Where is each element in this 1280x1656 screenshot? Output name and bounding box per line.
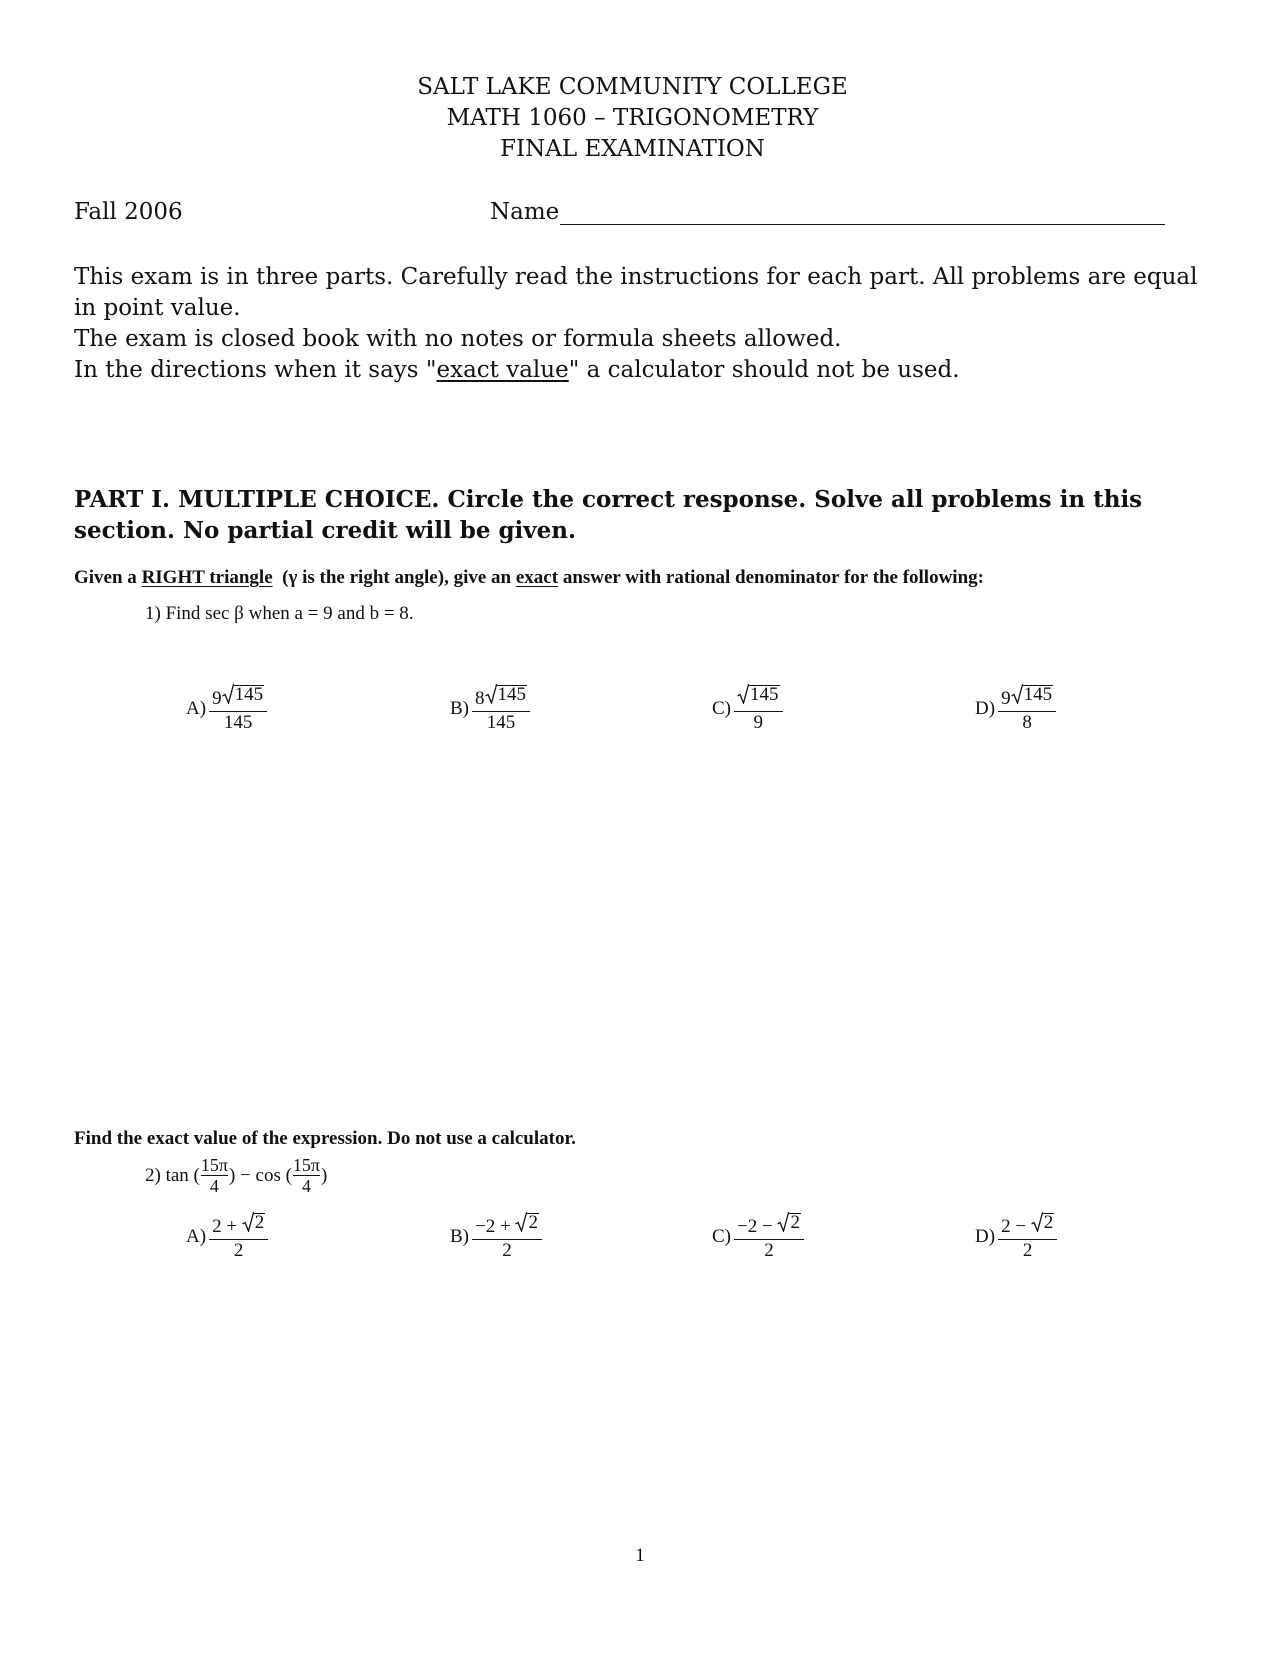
option-fraction	[734, 1212, 804, 1262]
fraction-numerator	[209, 684, 267, 711]
numerator-term: 2 −	[1001, 1216, 1031, 1237]
answer-option-b[interactable]	[450, 684, 530, 734]
answer-option-c[interactable]	[712, 684, 783, 734]
fraction-denominator: 8	[998, 711, 1056, 734]
fraction-numerator	[734, 684, 783, 711]
radicand: 145	[1023, 684, 1053, 705]
coefficient: 8	[475, 688, 485, 709]
numerator-term: 2 +	[212, 1216, 242, 1237]
name-blank-line[interactable]	[560, 202, 1165, 225]
fraction-numerator	[209, 1212, 268, 1239]
radical-sign-icon	[777, 1212, 789, 1232]
option-label: B)	[450, 1226, 469, 1247]
directions-text: (γ is the right angle), give an	[272, 567, 516, 588]
answer-option-d[interactable]	[975, 1212, 1057, 1262]
exam-header	[0, 72, 1265, 165]
radical-sign-icon	[485, 684, 497, 704]
numerator-term: −2 +	[475, 1216, 516, 1237]
answer-option-b[interactable]	[450, 1212, 542, 1262]
coefficient: 9	[212, 688, 222, 709]
fraction-denominator: 9	[734, 711, 783, 734]
instruction-line: The exam is closed book with no notes or formula sheets allowed.	[74, 326, 842, 352]
option-fraction	[472, 1212, 542, 1262]
question-1: 1) Find sec β when a = 9 and b = 8.	[145, 603, 414, 624]
question-2-text: ) − cos (	[228, 1164, 292, 1186]
instruction-text: " a calculator should not be used.	[568, 357, 960, 383]
question-2-text: 2) tan (	[145, 1164, 200, 1186]
radical-sign-icon	[515, 1212, 527, 1232]
fraction-numerator	[734, 1212, 804, 1239]
instruction-line	[74, 355, 1204, 386]
radical-sign-icon	[737, 684, 749, 704]
name-label: Name	[490, 199, 560, 225]
square-root	[515, 1212, 539, 1232]
directions-underlined: RIGHT triangle	[141, 567, 273, 588]
radical-sign-icon	[222, 684, 234, 704]
option-fraction	[209, 1212, 268, 1262]
fraction-denominator: 4	[293, 1175, 320, 1196]
exam-title: FINAL EXAMINATION	[500, 136, 765, 162]
instruction-text: In the directions when it says "	[74, 357, 437, 383]
option-fraction	[209, 684, 267, 734]
question-2-text: )	[321, 1164, 328, 1186]
option-label: C)	[712, 698, 731, 719]
fraction-denominator: 4	[201, 1175, 228, 1196]
option-label: B)	[450, 698, 469, 719]
fraction-denominator: 2	[998, 1239, 1057, 1262]
option-label: D)	[975, 1226, 996, 1247]
numerator-term: −2 −	[737, 1216, 778, 1237]
square-root	[1011, 684, 1054, 704]
fraction-numerator: 15π	[200, 1155, 228, 1175]
option-fraction	[734, 684, 783, 734]
section2-directions: Find the exact value of the expression. Do not use a calculator.	[74, 1128, 576, 1149]
square-root	[485, 684, 528, 704]
fraction-numerator	[998, 684, 1056, 711]
exam-instructions	[74, 262, 1204, 386]
coefficient: 9	[1001, 688, 1011, 709]
radicand: 145	[750, 684, 779, 705]
square-root	[777, 1212, 801, 1232]
fraction-15pi-over-4	[201, 1155, 228, 1196]
directions-underlined: exact	[515, 567, 559, 588]
radicand: 145	[497, 684, 526, 705]
radicand: 2	[528, 1212, 538, 1233]
question-2	[145, 1155, 327, 1196]
course-title: MATH 1060 – TRIGONOMETRY	[446, 105, 819, 131]
square-root	[1031, 1212, 1055, 1232]
answer-option-a[interactable]	[186, 684, 267, 734]
option-label: A)	[186, 698, 207, 719]
radicand: 145	[234, 684, 264, 705]
fraction-denominator: 145	[472, 711, 530, 734]
radicand: 2	[790, 1212, 800, 1233]
fraction-denominator: 145	[209, 711, 267, 734]
radical-sign-icon	[1031, 1212, 1043, 1232]
square-root	[737, 684, 780, 704]
option-fraction	[998, 684, 1056, 734]
square-root	[242, 1212, 266, 1232]
option-label: D)	[975, 698, 996, 719]
option-fraction	[998, 1212, 1057, 1262]
radicand: 2	[254, 1212, 265, 1233]
directions-text: Given a	[74, 567, 142, 588]
option-label: C)	[712, 1226, 731, 1247]
fraction-denominator: 2	[472, 1239, 542, 1262]
directions-text: answer with rational denominator for the following:	[558, 567, 984, 588]
answer-option-a[interactable]	[186, 1212, 268, 1262]
exact-value-underlined: exact value	[436, 357, 569, 383]
radicand: 2	[1043, 1212, 1054, 1233]
part1-heading: PART I. MULTIPLE CHOICE. Circle the correct response. Solve all problems in this section. No partial credit will be given.	[74, 486, 1143, 544]
radical-sign-icon	[242, 1212, 254, 1232]
option-fraction	[472, 684, 530, 734]
fraction-15pi-over-4	[293, 1155, 320, 1196]
fraction-numerator	[472, 1212, 542, 1239]
fraction-numerator	[472, 684, 530, 711]
college-name: SALT LAKE COMMUNITY COLLEGE	[417, 74, 848, 100]
page-number: 1	[635, 1545, 645, 1566]
fraction-denominator: 2	[209, 1239, 268, 1262]
name-row	[490, 199, 1165, 225]
answer-option-d[interactable]	[975, 684, 1056, 734]
answer-option-c[interactable]	[712, 1212, 804, 1262]
fraction-numerator: 15π	[292, 1155, 321, 1175]
fraction-denominator: 2	[734, 1239, 804, 1262]
radical-sign-icon	[1011, 684, 1023, 704]
section1-directions	[74, 567, 1214, 589]
instruction-line: This exam is in three parts. Carefully read the instructions for each part. All problems are equal in point value.	[74, 264, 1198, 321]
term-label: Fall 2006	[74, 199, 183, 225]
option-label: A)	[186, 1226, 207, 1247]
fraction-numerator	[998, 1212, 1057, 1239]
square-root	[222, 684, 265, 704]
